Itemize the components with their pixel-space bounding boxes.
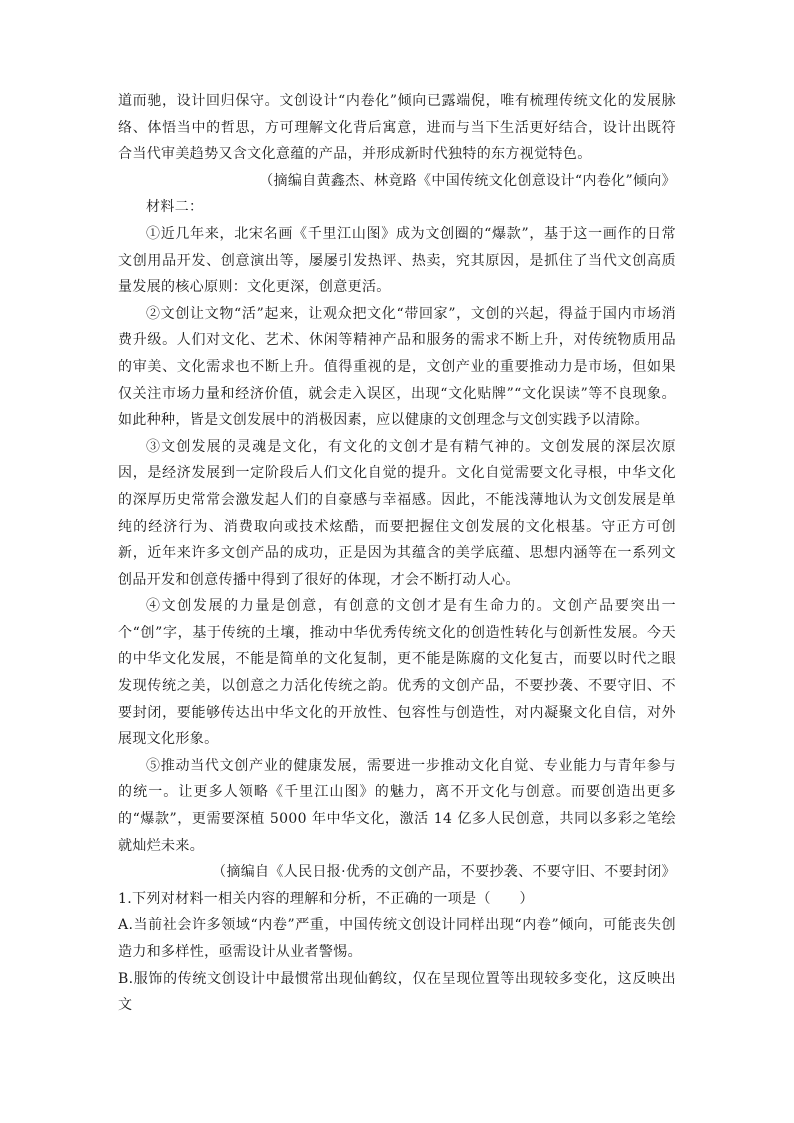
material2-paragraph: ①近几年来，北宋名画《千里江山图》成为文创圈的“爆款”，基于这一画作的日常文创用品开发、创意演出等，屡屡引发热评、热卖，究其原因，是抓住了当代文创高质量发展的核心原则：文化更深，创意更活。 (118, 225, 676, 296)
material2-paragraph: ②文创让文物“活”起来，让观众把文化“带回家”，文创的兴起，得益于国内市场消费升级。人们对文化、艺术、休闲等精神产品和服务的需求不断上升，对传统物质用品的审美、文化需求也不断上升。值得重视的是，文创产业的重要推动力是市场，但如果仅关注市场力量和经济价值，就会走入误区，出现“文化贴牌”“文化误读”等不良现象。如此种种，皆是文创发展中的消极因素，应以健康的文创理念与文创实践予以清除。 (118, 305, 676, 429)
option-b: B.服饰的传统文创设计中最惯常出现仙鹤纹，仅在呈现位置等出现较多变化，这反映出文 (118, 970, 676, 1014)
question-1: 1.下列对材料一相关内容的理解和分析，不正确的一项是（ ） (118, 890, 534, 907)
material1-tail: 道而驰，设计回归保守。文创设计“内卷化”倾向已露端倪，唯有梳理传统文化的发展脉络、体悟当中的哲思，方可理解文化背后寓意，进而与当下生活更好结合，设计出既符合当代审美趋势又含文化意蕴的产品，并形成新时代独特的东方视觉特色。 (118, 93, 676, 163)
document-page (118, 88, 676, 1019)
material2-paragraph: ⑤推动当代文创产业的健康发展，需要进一步推动文化自觉、专业能力与青年参与的统一。让更多人领略《千里江山图》的魅力，离不开文化与创意。而要创造出更多的“爆款”，更需要深植 5000 年中华文化，激活 14 亿多人民创意，共同以多彩之笔绘就灿烂未来。 (118, 757, 676, 854)
material1-source: （摘编自黄鑫杰、林竟路《中国传统文化创意设计“内卷化”倾向》 (259, 172, 676, 189)
material2-paragraph: ④文创发展的力量是创意，有创意的文创才是有生命力的。文创产品要突出一个“创”字，基于传统的土壤，推动中华优秀传统文化的创造性转化与创新性发展。今天的中华文化发展，不能是简单的文化复制，更不能是陈腐的文化复古，而要以时代之眼发现传统之美，以创意之力活化传统之韵。优秀的文创产品，不要抄袭、不要守旧、不要封闭，要能够传达出中华文化的开放性、包容性与创造性，对内凝聚文化自信，对外展现文化形象。 (118, 598, 676, 748)
material2-source: （摘编自《人民日报·优秀的文创产品，不要抄袭、不要守旧、不要封闭》 (212, 864, 676, 881)
material2-paragraph: ③文创发展的灵魂是文化，有文化的文创才是有精气神的。文创发展的深层次原因，是经济发展到一定阶段后人们文化自觉的提升。文化自觉需要文化寻根，中华文化的深厚历史常常会激发起人们的自豪感与幸福感。因此，不能浅薄地认为文创发展是单纯的经济行为、消费取向或技术炫酷，而要把握住文创发展的文化根基。守正方可创新，近年来许多文创产品的成功，正是因为其蕴含的美学底蕴、思想内涵等在一系列文创品开发和创意传播中得到了很好的体现，才会不断打动人心。 (118, 438, 676, 588)
option-a: A.当前社会许多领域“内卷”严重，中国传统文创设计同样出现“内卷”倾向，可能丧失创造力和多样性，亟需设计从业者警惕。 (118, 917, 676, 960)
material2-label: 材料二： (146, 199, 204, 216)
